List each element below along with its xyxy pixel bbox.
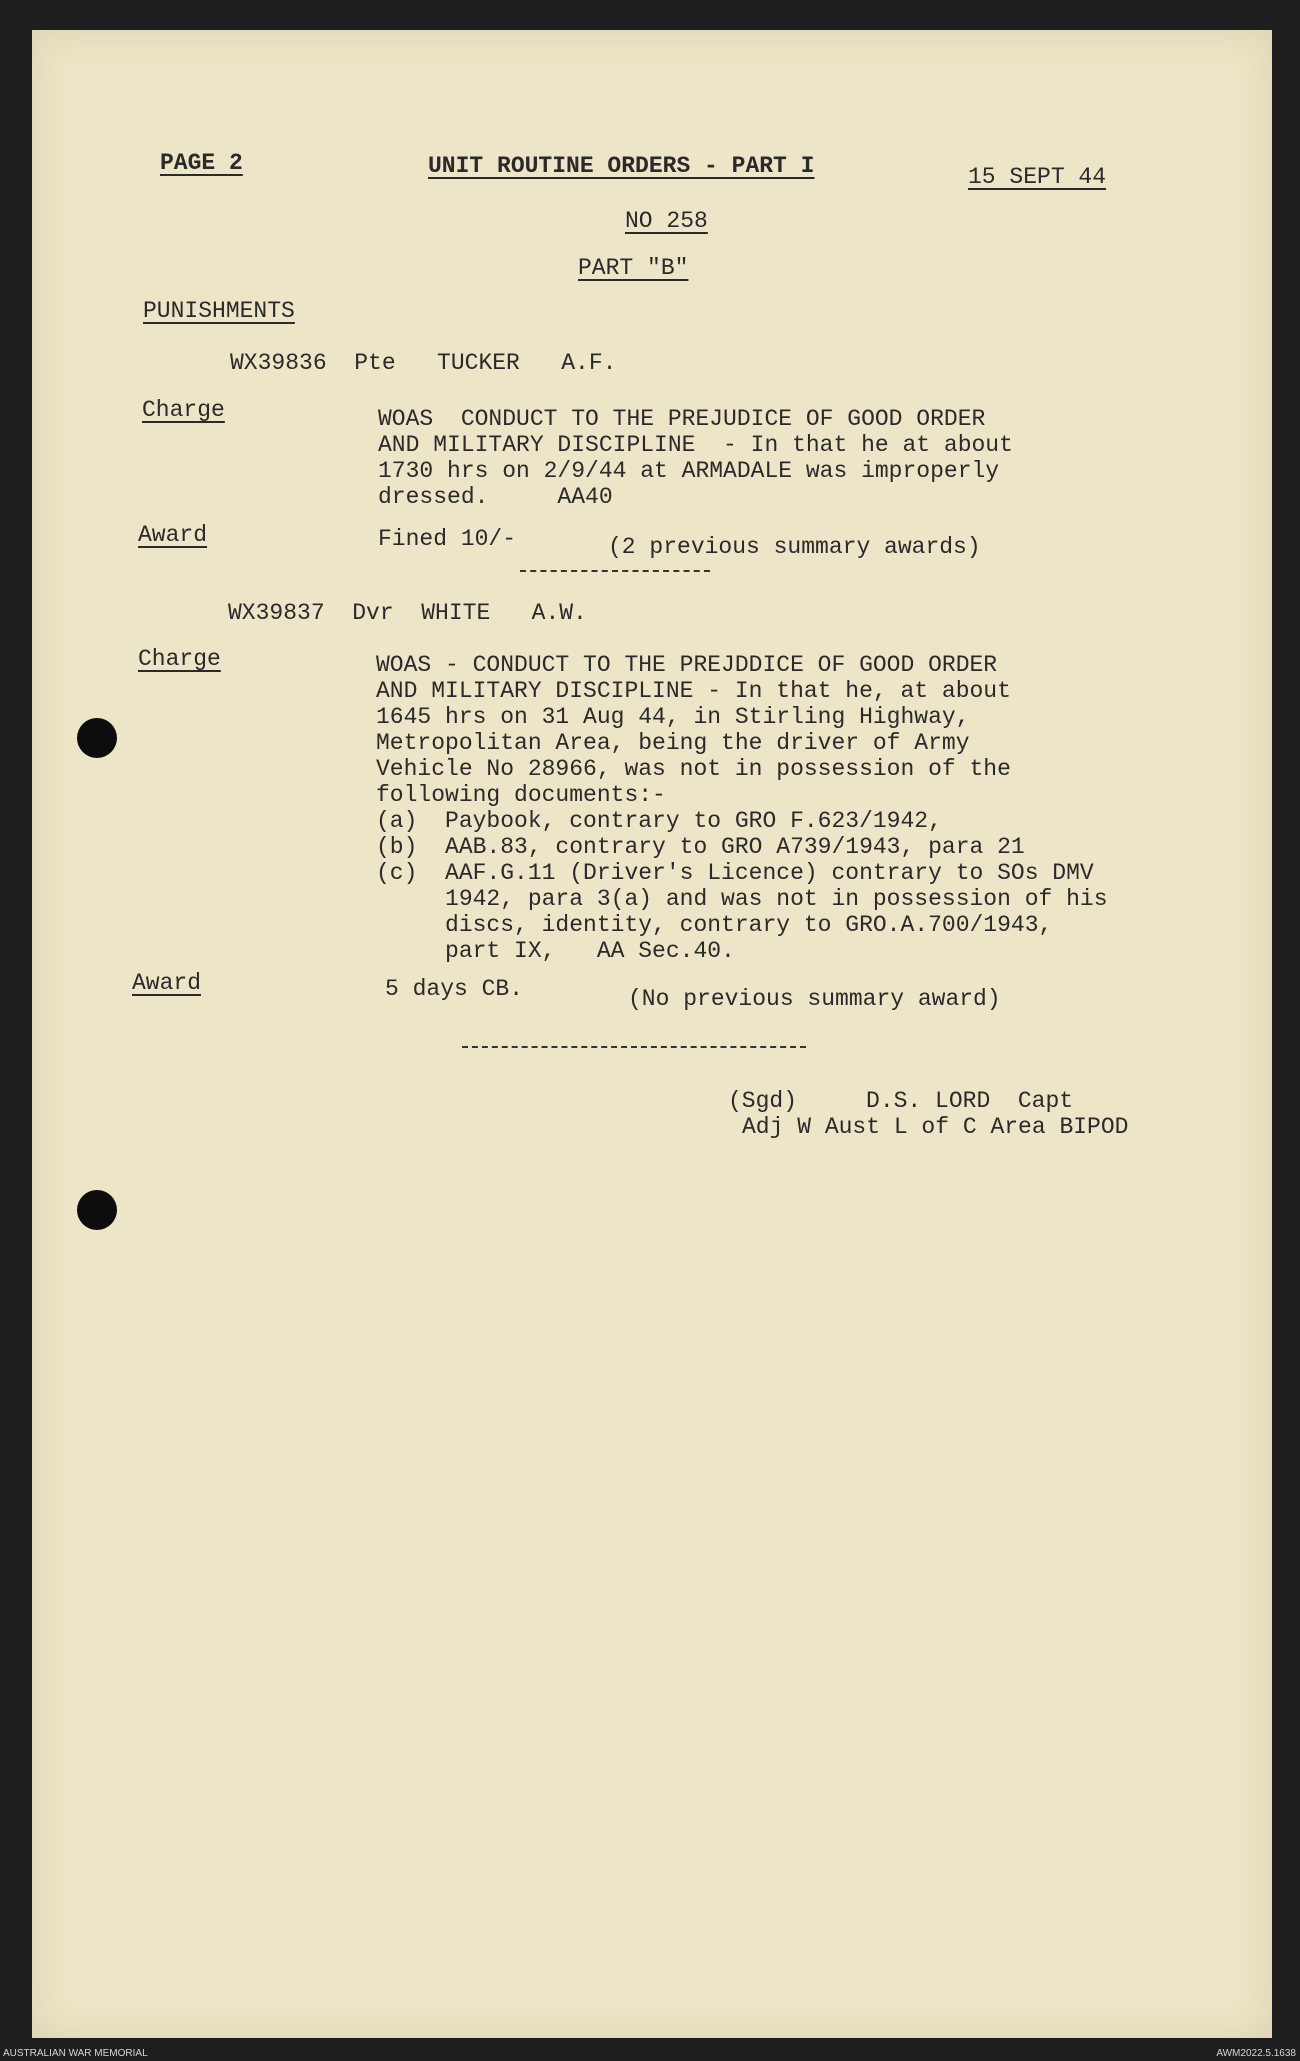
charge-label: Charge <box>142 397 225 423</box>
punch-hole <box>77 1190 117 1230</box>
charge-line: 1645 hrs on 31 Aug 44, in Stirling Highway, <box>376 704 970 730</box>
separator-rule <box>462 1046 806 1048</box>
charge-line: Vehicle No 28966, was not in possession of the <box>376 756 1011 782</box>
order-number: NO 258 <box>625 208 708 234</box>
charge-line: AND MILITARY DISCIPLINE - In that he at about <box>378 432 1013 458</box>
charge-line: discs, identity, contrary to GRO.A.700/1943, <box>376 912 1053 938</box>
archive-credit: AUSTRALIAN WAR MEMORIAL <box>3 2048 148 2059</box>
separator-rule <box>520 570 710 572</box>
charge-line: WOAS - CONDUCT TO THE PREJDDICE OF GOOD ORDER <box>376 652 998 678</box>
document-date: 15 SEPT 44 <box>968 164 1107 190</box>
charge-label: Charge <box>138 646 221 672</box>
charge-line: Metropolitan Area, being the driver of Army <box>376 730 970 756</box>
charge-line: part IX, AA Sec.40. <box>376 938 735 964</box>
part-label: PART "B" <box>578 255 689 281</box>
document-page <box>32 30 1272 2038</box>
charge-line: AND MILITARY DISCIPLINE - In that he, at about <box>376 678 1011 704</box>
charge-line: (a) Paybook, contrary to GRO F.623/1942, <box>376 808 942 834</box>
soldier-line: WX39837 Dvr WHITE A.W. <box>228 600 587 626</box>
signature-title: Adj W Aust L of C Area BIPOD <box>742 1114 1129 1140</box>
charge-line: dressed. AA40 <box>378 484 613 510</box>
award-label: Award <box>138 522 208 548</box>
charge-line: 1730 hrs on 2/9/44 at ARMADALE was improperly <box>378 458 1000 484</box>
section-title: PUNISHMENTS <box>143 298 295 324</box>
document-title: UNIT ROUTINE ORDERS - PART I <box>428 153 815 179</box>
charge-line: 1942, para 3(a) and was not in possession of his <box>376 886 1108 912</box>
award-text: 5 days CB. <box>385 976 524 1002</box>
charge-line: WOAS CONDUCT TO THE PREJUDICE OF GOOD ORDER <box>378 406 986 432</box>
page-number: PAGE 2 <box>160 150 243 176</box>
award-label: Award <box>132 970 202 996</box>
charge-line: (c) AAF.G.11 (Driver's Licence) contrary to SOs DMV <box>376 860 1094 886</box>
signature-line: (Sgd) D.S. LORD Capt <box>728 1088 1074 1114</box>
award-note: (No previous summary award) <box>628 986 1001 1012</box>
soldier-line: WX39836 Pte TUCKER A.F. <box>230 350 617 376</box>
award-note: (2 previous summary awards) <box>608 534 981 560</box>
award-text: Fined 10/- <box>378 526 517 552</box>
charge-line: following documents:- <box>376 782 666 808</box>
charge-line: (b) AAB.83, contrary to GRO A739/1943, para 21 <box>376 834 1025 860</box>
archive-reference: AWM2022.5.1638 <box>1216 2048 1296 2059</box>
punch-hole <box>77 718 117 758</box>
